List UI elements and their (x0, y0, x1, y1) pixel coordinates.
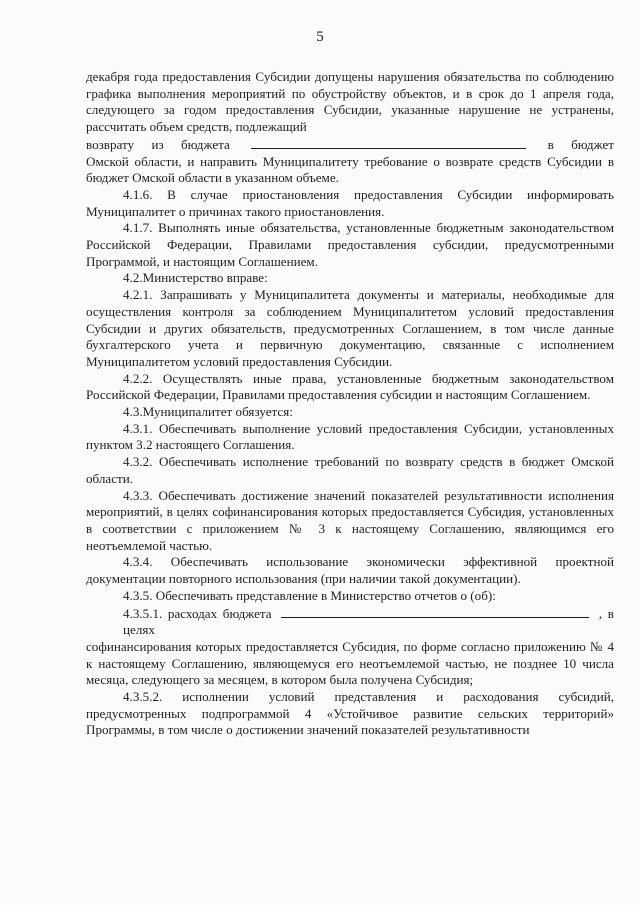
clause-4-3-5-1-before-blank: 4.3.5.1. расходах бюджета (123, 605, 272, 621)
clause-4-3: 4.3.Муниципалитет обязуется: (123, 404, 293, 420)
page-number: 5 (316, 29, 324, 45)
paragraph-continuation: декабря года предоставления Субсидии допущены нарушения обязательства по соблюдению графика выполнения мероприятий по обустройству объектов, и в срок до 1 апреля года, следующего за годом предоставления Субсидии, указанные нарушение не устранены, рассчитать объем средств, подлежащий (86, 69, 614, 135)
paragraph-refund-omsk: Омской области, и направить Муниципалитету требование о возврате средств Субсидии в бюджет Омской области в указанном объеме. (86, 153, 614, 186)
clause-4-3-3: 4.3.3. Обеспечивать достижение значений показателей результативности исполнения мероприятий, в целях софинансирования которых предоставляется Субсидия, установленных в соответствии с приложением № 3 к настоящему Соглашению, являющимся его неотъемлемой частью. (86, 487, 614, 553)
clause-4-3-5-2: 4.3.5.2. исполнении условий представления и расходования субсидий, предусмотренных подпрограммой 4 «Устойчивое развитие сельских территорий» Программы, в том числе о достижении значений показателей результативности (86, 689, 614, 738)
refund-text-before-blank: возврату из бюджета (86, 136, 230, 152)
clause-4-2-2: 4.2.2. Осуществлять иные права, установленные бюджетным законодательством Российской Федерации, Правилами предоставления субсидии и настоящим Соглашением. (86, 370, 614, 403)
clause-4-3-5-1-after-blank: , в целях (123, 605, 614, 638)
clause-4-2: 4.2.Министерство вправе: (123, 270, 268, 286)
clause-4-3-5: 4.3.5. Обеспечивать представление в Министерство отчетов о (об): (123, 587, 496, 603)
clause-4-3-5-1-line (86, 605, 614, 639)
refund-text-after-blank: в бюджет (547, 136, 614, 152)
budget-name-blank-2 (281, 605, 589, 618)
clause-4-2-1: 4.2.1. Запрашивать у Муниципалитета документы и материалы, необходимые для осуществления контроля за соблюдением Муниципалитетом условий предоставления Субсидии и других обязательств, предусмотренных Соглашением, в том числе данные бухгалтерского учета и первичную документацию, связанные с исполнением Муниципалитетом условий предоставления Субсидии. (86, 287, 614, 369)
clause-4-3-5-1-continuation: софинансирования которых предоставляется Субсидия, по форме согласно приложению № 4 к настоящему Соглашению, являющемуся его неотъемлемой частью, не позднее 10 числа месяца, следующего за месяцем, в котором была получена Субсидия; (86, 638, 614, 688)
clause-4-3-1: 4.3.1. Обеспечивать выполнение условий предоставления Субсидии, установленных пунктом 3.2 настоящего Соглашения. (86, 420, 614, 453)
clause-4-3-4: 4.3.4. Обеспечивать использование экономически эффективной проектной документации повторного использования (при наличии такой документации). (86, 554, 614, 587)
clause-4-1-6: 4.1.6. В случае приостановления предоставления Субсидии информировать Муниципалитет о причинах такого приостановления. (86, 186, 614, 219)
refund-budget-line (86, 136, 614, 154)
clause-4-3-2: 4.3.2. Обеспечивать исполнение требований по возврату средств в бюджет Омской области. (86, 454, 614, 486)
budget-name-blank (251, 136, 526, 149)
clause-4-1-7: 4.1.7. Выполнять иные обязательства, установленные бюджетным законодательством Российской Федерации, Правилами предоставления субсидии, предусмотренными Программой, и настоящим Соглашением. (86, 220, 614, 269)
document-body (86, 69, 614, 739)
